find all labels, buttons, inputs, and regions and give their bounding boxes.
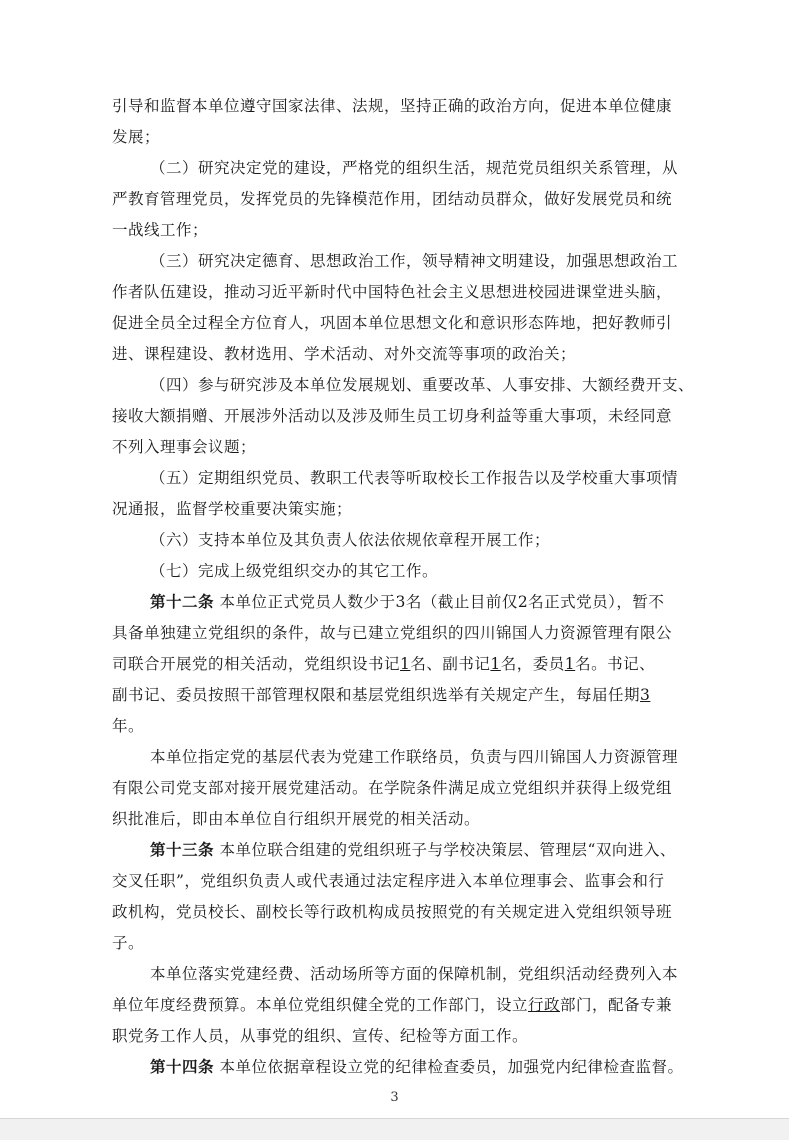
line-text: 本单位指定党的基层代表为党建工作联络员，负责与四川锦国人力资源管理 (150, 748, 679, 766)
line-text: 严教育管理党员，发挥党员的先锋模范作用，团结动员群众，做好发展党员和统 (112, 190, 673, 208)
line-text: 况通报，监督学校重要决策实施； (112, 500, 353, 518)
line-text: 引导和监督本单位遵守国家法律、法规，坚持正确的政治方向，促进本单位健康 (112, 97, 673, 115)
article-14-heading: 第十四条 (150, 1057, 215, 1076)
admin-department: 行政 (528, 996, 561, 1014)
line-text: 名、副书记 (410, 655, 491, 673)
committee-member-count: 1 (564, 655, 576, 673)
deputy-secretary-count: 1 (490, 655, 501, 673)
line-text: （三）研究决定德育、思想政治工作，领导精神文明建设，加强思想政治工 (150, 252, 679, 270)
line-text: 促进全员全过程全方位育人，巩固本单位思想文化和意识形态阵地，把好教师引 (112, 314, 673, 332)
line-text: 具备单独建立党组织的条件，故与已建立党组织的四川锦国人力资源管理有限公 (112, 624, 673, 642)
line-text: 年。 (112, 717, 145, 735)
line-text: （五）定期组织党员、教职工代表等听取校长工作报告以及学校重大事项情 (150, 469, 679, 487)
secretary-count: 1 (400, 655, 411, 673)
line-text: 一战线工作； (112, 221, 209, 239)
line-text: 职党务工作人员，从事党的组织、宣传、纪检等方面工作。 (112, 1027, 529, 1045)
term-years: 3 (640, 686, 651, 704)
line-text: 副书记、委员按照干部管理权限和基层党组织选举有关规定产生，每届任期 (112, 686, 641, 704)
line-text: 部门，配备专兼 (560, 996, 673, 1014)
line-text: 不列入理事会议题； (112, 438, 257, 456)
line-text: 本单位依据章程设立党的纪律检查委员，加强党内纪律检查监督。 (219, 1058, 684, 1076)
line-text: 织批准后，即由本单位自行组织开展党的相关活动。 (112, 810, 481, 828)
line-text: 名。书记、 (575, 655, 656, 673)
line-text: 司联合开展党的相关活动，党组织设书记 (112, 655, 401, 673)
line-text: 单位年度经费预算。本单位党组织健全党的工作部门，设立 (112, 996, 529, 1014)
line-text: 本单位正式党员人数少于3名（截止目前仅2名正式党员），暂不 (219, 593, 665, 611)
article-12-heading: 第十二条 (150, 592, 215, 611)
line-text: 本单位落实党建经费、活动场所等方面的保障机制，党组织活动经费列入本 (150, 965, 679, 983)
article-13-heading: 第十三条 (150, 840, 215, 859)
line-text: （四）参与研究涉及本单位发展规划、重要改革、人事安排、大额经费开支、 (150, 376, 695, 394)
line-text: 本单位联合组建的党组织班子与学校决策层、管理层“双向进入、 (219, 841, 676, 859)
line-text: 接收大额捐赠、开展涉外活动以及涉及师生员工切身利益等重大事项，未经同意 (112, 407, 673, 425)
line-text: 发展； (112, 128, 161, 146)
line-text: 有限公司党支部对接开展党建活动。在学院条件满足成立党组织并获得上级党组 (112, 779, 673, 797)
viewer-bottom-bar (0, 1118, 789, 1140)
line-text: （二）研究决定党的建设，严格党的组织生活，规范党员组织关系管理，从 (150, 159, 679, 177)
page-number: 3 (390, 1090, 399, 1105)
line-text: 名，委员 (500, 655, 565, 673)
line-text: 进、课程建设、教材选用、学术活动、对外交流等事项的政治关； (112, 345, 577, 363)
line-text: 政机构，党员校长、副校长等行政机构成员按照党的有关规定进入党组织领导班 (112, 903, 673, 921)
line-text: （六）支持本单位及其负责人依法依规依章程开展工作； (150, 531, 551, 549)
line-text: 交叉任职”，党组织负责人或代表通过法定程序进入本单位理事会、监事会和行 (112, 872, 665, 890)
line-text: 作者队伍建设，推动习近平新时代中国特色社会主义思想进校园进课堂进头脑， (112, 283, 673, 301)
line-text: 子。 (112, 934, 145, 952)
line-text: （七）完成上级党组织交办的其它工作。 (150, 562, 439, 580)
